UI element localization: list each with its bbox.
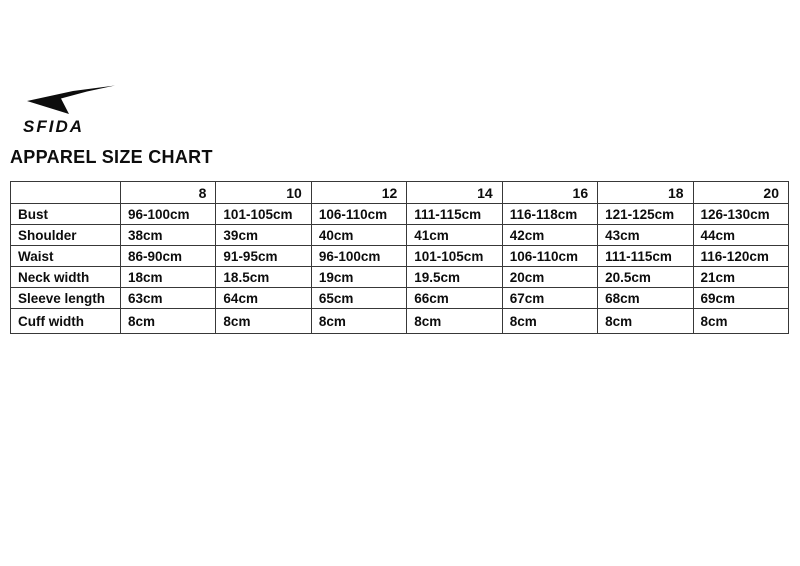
size-header-row [11, 182, 789, 204]
row-label: Shoulder [11, 225, 121, 246]
size-cell: 19.5cm [407, 267, 502, 288]
sfida-swoosh-icon [25, 84, 117, 116]
size-column-header: 18 [598, 182, 693, 204]
size-cell: 44cm [693, 225, 788, 246]
table-row-waist [11, 246, 789, 267]
size-cell: 101-105cm [216, 204, 311, 225]
size-cell: 91-95cm [216, 246, 311, 267]
size-cell: 8cm [216, 309, 311, 334]
size-cell: 86-90cm [121, 246, 216, 267]
brand-name: SFIDA [23, 117, 84, 136]
size-column-header: 10 [216, 182, 311, 204]
page-title: APPAREL SIZE CHART [10, 147, 213, 167]
size-cell: 8cm [311, 309, 406, 334]
size-cell: 65cm [311, 288, 406, 309]
size-cell: 126-130cm [693, 204, 788, 225]
size-cell: 40cm [311, 225, 406, 246]
size-cell: 39cm [216, 225, 311, 246]
size-cell: 121-125cm [598, 204, 693, 225]
size-cell: 67cm [502, 288, 597, 309]
row-label: Bust [11, 204, 121, 225]
row-label: Waist [11, 246, 121, 267]
size-cell: 18cm [121, 267, 216, 288]
size-cell: 42cm [502, 225, 597, 246]
size-cell: 96-100cm [311, 246, 406, 267]
table-row-sleeve-length [11, 288, 789, 309]
size-cell: 111-115cm [598, 246, 693, 267]
size-column-header: 16 [502, 182, 597, 204]
size-cell: 21cm [693, 267, 788, 288]
size-cell: 68cm [598, 288, 693, 309]
size-cell: 64cm [216, 288, 311, 309]
size-cell: 8cm [502, 309, 597, 334]
size-cell: 43cm [598, 225, 693, 246]
size-column-header: 14 [407, 182, 502, 204]
table-row-bust [11, 204, 789, 225]
size-cell: 69cm [693, 288, 788, 309]
size-column-header: 12 [311, 182, 406, 204]
size-column-header: 8 [121, 182, 216, 204]
table-row-cuff-width [11, 309, 789, 334]
size-cell: 96-100cm [121, 204, 216, 225]
size-cell: 18.5cm [216, 267, 311, 288]
table-row-neck-width [11, 267, 789, 288]
size-cell: 8cm [598, 309, 693, 334]
size-cell: 101-105cm [407, 246, 502, 267]
corner-cell [11, 182, 121, 204]
size-cell: 8cm [121, 309, 216, 334]
size-cell: 111-115cm [407, 204, 502, 225]
size-cell: 8cm [407, 309, 502, 334]
size-cell: 19cm [311, 267, 406, 288]
size-cell: 38cm [121, 225, 216, 246]
row-label: Neck width [11, 267, 121, 288]
size-cell: 8cm [693, 309, 788, 334]
size-cell: 66cm [407, 288, 502, 309]
row-label: Sleeve length [11, 288, 121, 309]
size-cell: 20.5cm [598, 267, 693, 288]
size-cell: 20cm [502, 267, 597, 288]
size-column-header: 20 [693, 182, 788, 204]
size-cell: 63cm [121, 288, 216, 309]
size-cell: 41cm [407, 225, 502, 246]
table-row-shoulder [11, 225, 789, 246]
size-cell: 106-110cm [502, 246, 597, 267]
size-cell: 116-118cm [502, 204, 597, 225]
apparel-size-table [10, 181, 789, 334]
size-cell: 106-110cm [311, 204, 406, 225]
size-cell: 116-120cm [693, 246, 788, 267]
row-label: Cuff width [11, 309, 121, 334]
